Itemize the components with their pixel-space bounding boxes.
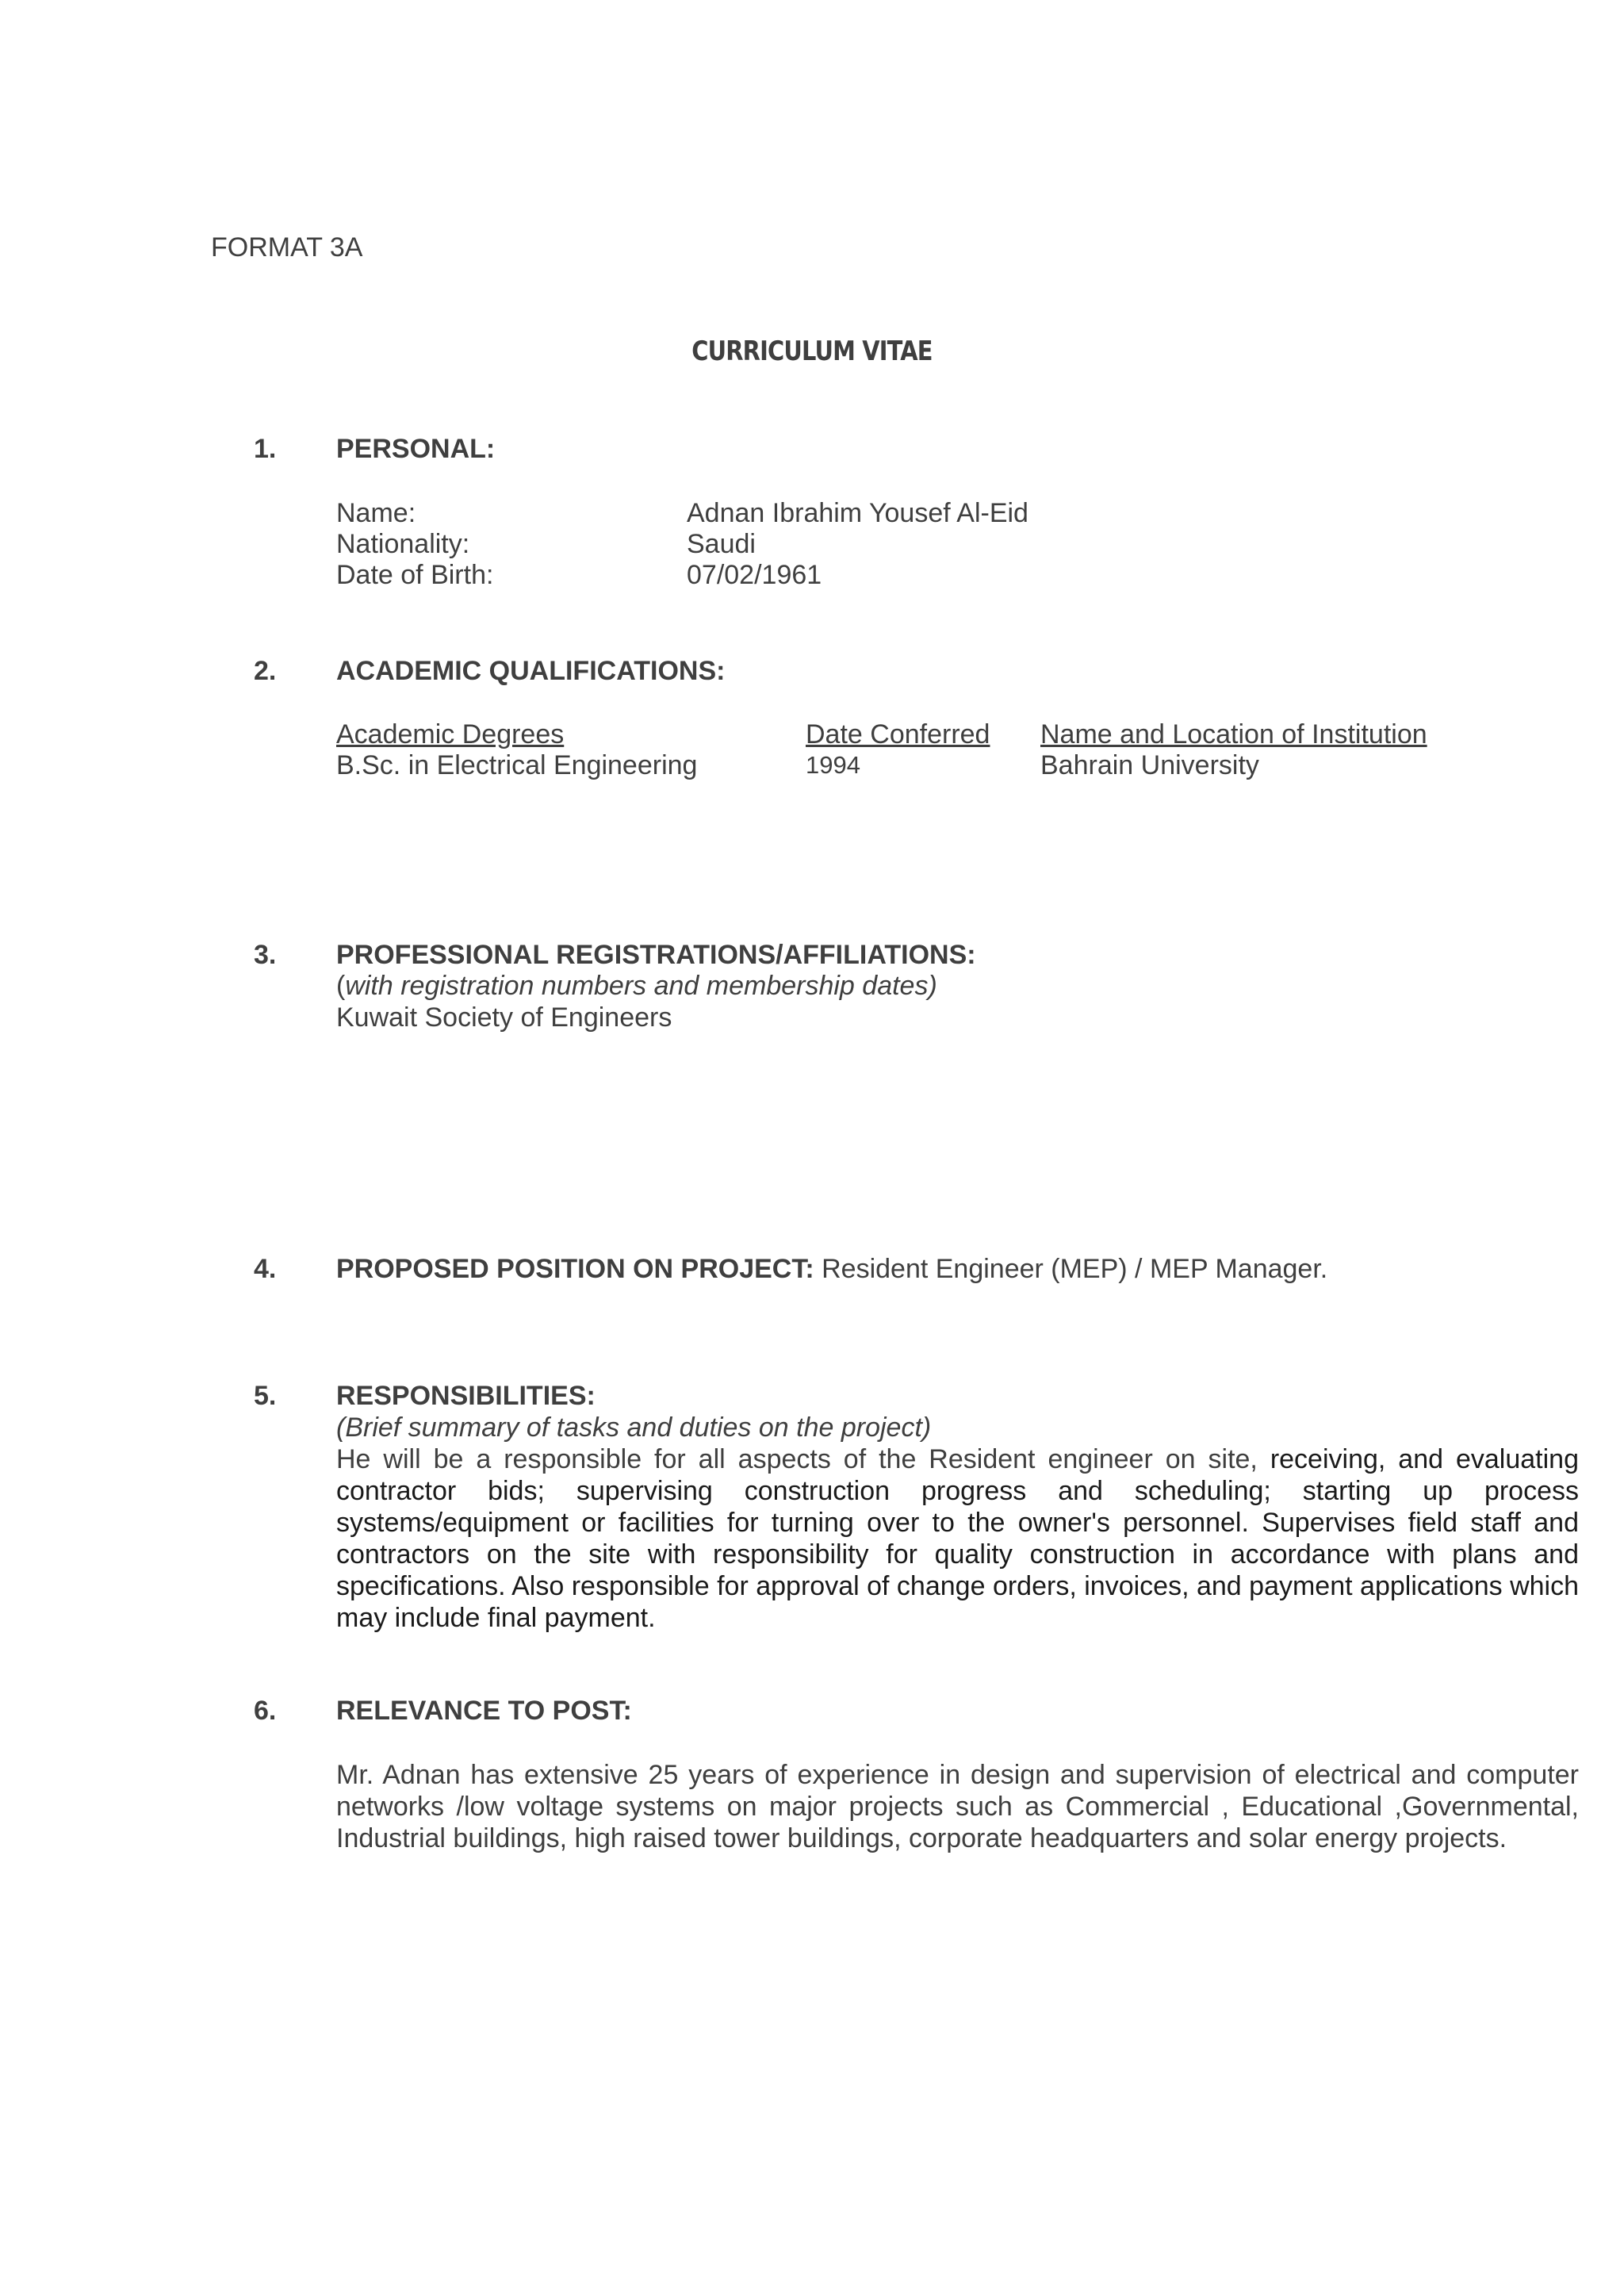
degree-cell: B.Sc. in Electrical Engineering (336, 750, 698, 780)
section-4-heading: PROPOSED POSITION ON PROJECT: (336, 1254, 814, 1284)
date-cell: 1994 (806, 751, 860, 779)
section-6-heading: RELEVANCE TO POST: (336, 1696, 632, 1726)
section-3-number: 3. (254, 940, 277, 970)
section-3-heading: PROFESSIONAL REGISTRATIONS/AFFILIATIONS: (336, 940, 976, 970)
document-title: CURRICULUM VITAE (691, 335, 933, 367)
registration-value: Kuwait Society of Engineers (336, 1002, 672, 1033)
responsibilities-text (336, 1443, 1579, 1634)
responsibilities-note: (Brief summary of tasks and duties on the project) (336, 1412, 932, 1443)
responsibilities-text-part1: He will be a responsible for all aspects of the Resident engineer on site, (336, 1444, 1270, 1474)
section-5-number: 5. (254, 1381, 277, 1411)
section-2-heading: ACADEMIC QUALIFICATIONS: (336, 656, 726, 686)
section-4-line (336, 1253, 1327, 1285)
section-1-number: 1. (254, 434, 277, 464)
name-label: Name: (336, 498, 416, 528)
position-value: Resident Engineer (MEP) / MEP Manager. (822, 1254, 1328, 1284)
column-header-degrees: Academic Degrees (336, 719, 565, 749)
responsibilities-text-part2: receiving, and evaluating contractor bids; supervising construction progress and scheduling; starting up process systems/equipment or facilities for turning over to the owner's personnel. Supervises field staff and contractors on the site with responsibility for quality construction in accordance with plans and specifications. Also responsible for approval of change orders, invoices, and payment applications which may include final payment. (336, 1444, 1579, 1633)
nationality-label: Nationality: (336, 529, 470, 559)
name-value: Adnan Ibrahim Yousef Al-Eid (687, 498, 1028, 528)
section-4-number: 4. (254, 1254, 277, 1284)
section-5-heading: RESPONSIBILITIES: (336, 1381, 596, 1411)
section-2-number: 2. (254, 656, 277, 686)
institution-cell: Bahrain University (1040, 750, 1259, 780)
dob-value: 07/02/1961 (687, 560, 822, 590)
dob-label: Date of Birth: (336, 560, 494, 590)
nationality-value: Saudi (687, 529, 756, 559)
column-header-date: Date Conferred (806, 719, 990, 749)
relevance-text: Mr. Adnan has extensive 25 years of experience in design and supervision of electrical and computer networks /low voltage systems on major projects such as Commercial , Educational ,Governmental, Industrial buildings, high raised tower buildings, corporate headquarters and solar energy projects. (336, 1760, 1579, 1853)
registrations-note (336, 970, 937, 1002)
column-header-institution: Name and Location of Institution (1040, 719, 1427, 749)
note-text: with registration numbers and membership dates) (345, 971, 937, 1001)
format-label: FORMAT 3A (211, 232, 363, 263)
section-6-number: 6. (254, 1696, 277, 1726)
section-1-heading: PERSONAL: (336, 434, 496, 464)
note-open-paren: ( (336, 971, 346, 1001)
